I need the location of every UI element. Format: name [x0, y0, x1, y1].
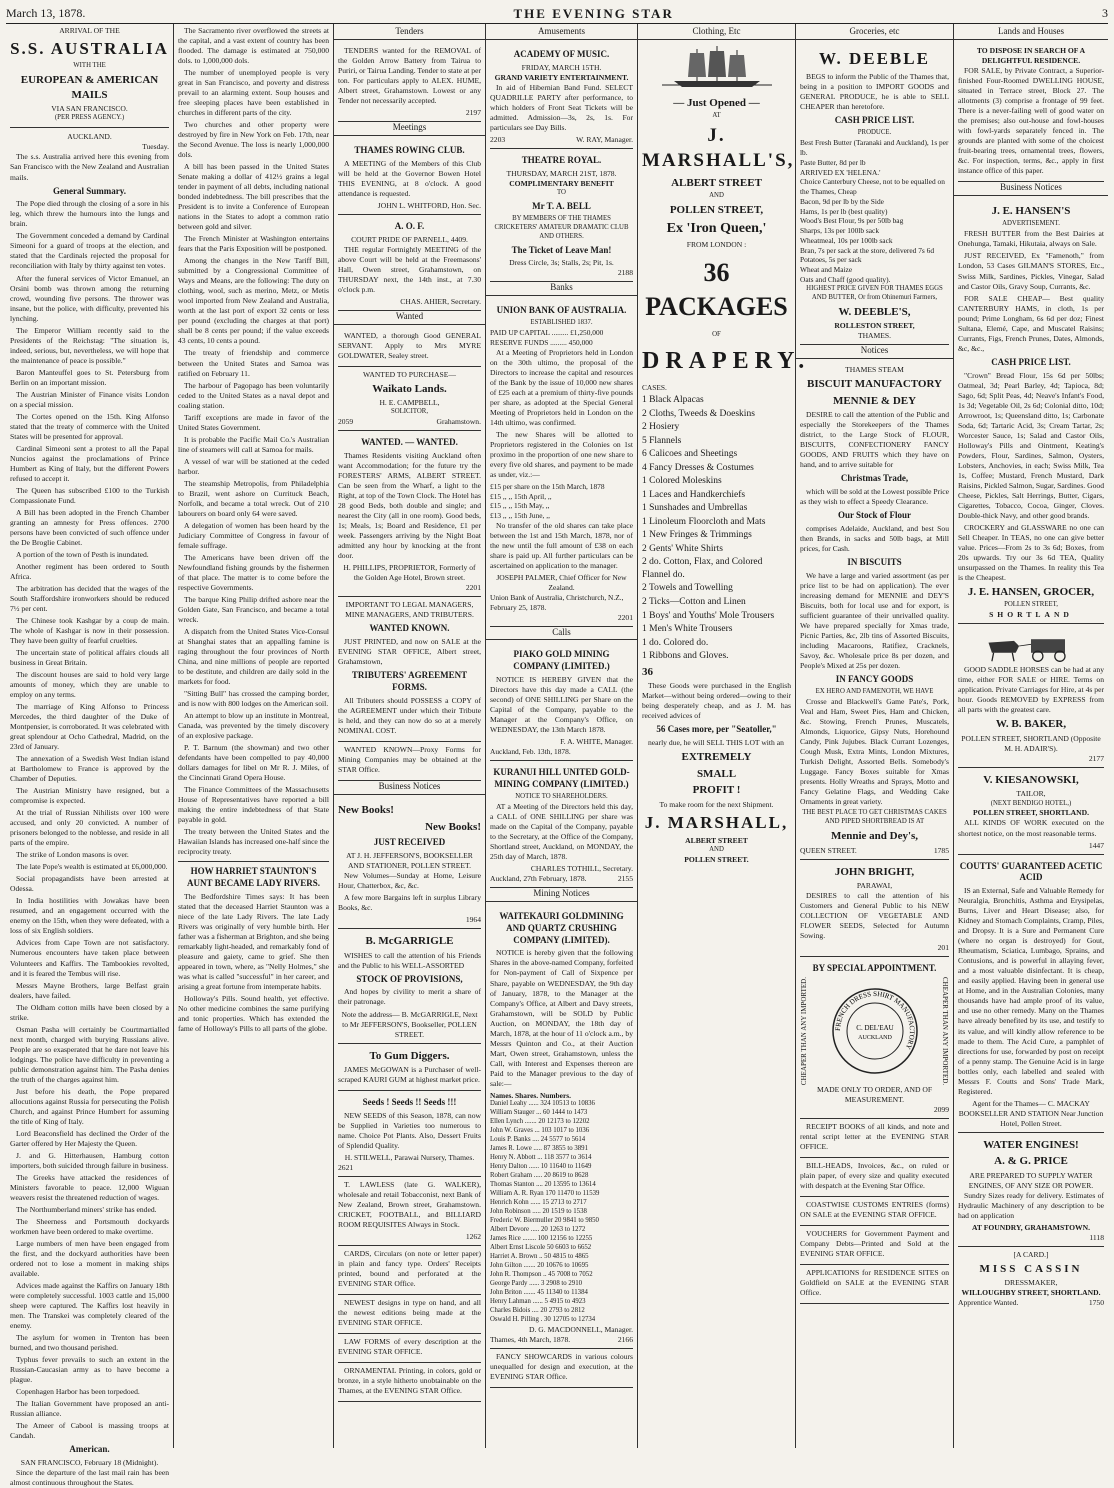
section-business-2: Business Notices [954, 182, 1108, 196]
payment-row: £13 ,, ,, 15th June, ,, [490, 511, 550, 521]
section-lands: Lands and Houses [954, 26, 1108, 40]
price-item: Bran, 7s per sack at the store, delivered 7s 6d [800, 245, 935, 255]
share-row: James Rice ........ 100 12156 to 12255 [490, 1234, 593, 1242]
mails-headline: EUROPEAN & AMERICAN MAILS [20, 74, 159, 101]
ad-mennie-dey: THAMES STEAM BISCUIT MANUFACTORY MENNIE & DEY DESIRE to call the attention of the Public and especially the Storekeepers of the Thames district, to the Large Stock of FLOUR, BISCUITS, CONFECTIONERY FANCY GOODS, AND FRUITS which they have on hand, and to arrive suitable for Christmas Trade, which will be sold at the Lowest possible Price as they wish to effect a Speedy Clearance. Our Stock of Flour comprises Adelaide, Auckland, and best Sou then Brands, in sacks and 50lb bags, at Mill prices, for Cash. IN BISCUITS We have a large and varied assortment (as per price list to be had on application). The ever increasing demand for MENNIE and DEY'S Biscuits, both for local use and for export, is sufficient guarantee of their unrivalled quality. We have prepared specially for Xmas trade, Picnic Parties, &c, 2lb tins of Assorted Biscuits, including Macaroons, Ratifiez, Cracknels, Savoy, &c. Wholesale price 8s per dozen, and People's Mixed at 25s per dozen. IN FANCY GOODS EX HERO AND FAMENOTH, WE HAVE Crosse and Blackwell's Game Pate's, Pork, Veal and Ham, Sweet Pies, Ham and Chicken, &c. Stowing, French Prunes, Muscatels, Almonds, Liquorice, Gipsy Nuts, Horehound Candy, Pink Jujubes. Black Currant Lozenges, Cough Musk, Extra Mints, London Mixtures, Turkish Delight, Assorted Bells. Somebody's Luggage. Fancy Boxes suitable for Xmas presents. Holly Wreaths and Sprays, Motto and Fancy Gelatine Flags, and Wedding Cake Ornaments in great variety. THE BEST PLACE TO GET CHRISTMAS CAKES AND PIPED SHORTBREAD IS AT Mennie and Dey's, QUEEN STREET. 1785 [800, 362, 949, 859]
american-dateline: SAN FRANCISCO, February 18 (Midnight). [20, 1458, 159, 1468]
share-row: John Robinson ..... 20 1519 to 1538 [490, 1208, 587, 1216]
news-paragraph: The Cortes opened on the 15th. King Alfonso stated that the treaty of commerce with the United States will be presented for approval. [10, 411, 169, 441]
column-lands [954, 24, 1108, 1448]
ad-waikato-lands: WANTED TO PURCHASE— Waikato Lands. H. E. CAMPBELL, SOLICITOR, 2059 Grahamstown. [338, 367, 481, 432]
american-heading: American. [69, 1444, 110, 1455]
price-item: Paste Butter, 8d per lb [800, 157, 866, 167]
ad-hansen: J. E. HANSEN'S ADVERTISEMENT. FRESH BUTTER from the Best Dairies at Onehunga, Tamaki, Hikutaia, always on Sale. JUST RECEIVED, Ex "Famenoth," from London, 53 Cases GILMAN'S STORES, Etc., Swiss Milk, Sardines, Pickles, Vinegar, Salad and Castor Oils, Gravy Soup, Currants, &c. FOR SALE CHEAP— Best quality CANTERBURY HAMS, in cloth, 1s per pound; Prime Longham, 6s 6d per doz; Finest Sultana, Elemé, Cape, and Muscatel Raisins; Currants, Figs, French Prunes, Dates, Almonds, &c, &c., CASH PRICE LIST. "Crown" Bread Flour, 15s 6d per 50lbs; Oatmeal, 3d; Pearl Barley, 4d; Tapioca, 8d; Sago, 6d; Split Peas, 4d; Neave's Infant's Food, 1s 3d; Vegetable Oil, 2s 6d; Colonial ditto, 10d; Arrowroot, 1s; Queensland ditto, 1s; Carbonate Soda, 6d; Tartaric Acid, 3s; Cream Tartar, 2s; Worcester Sauce, 1s; Salad and Castor Oils, Holloway's Pills and Ointment, Keating's Powders, Flour, Sardines, Salmon, Oysters, Lobsters, Anchovies, in each; Swiss Milk, Tea 1s, Coffee; Mustard, French Mustard, Dark Raisins, Pickled Salmon, Sugar, Sardines. Good Cheese, Pickles, Salt Herrings, Butter, Cigars, Cigarettes, Tobacco, Cocoa, Ginger, Cloves. Double-thick Navy, and other good brands. CROCKERY and GLASSWARE no one can Sell Cheaper. In TEAS, no one can give better value. Prices—From 2s to 3s 6d; Boxes, from 20s upwards. Try our 3s 6d TEA, Quality unsurpassed on the Thames. In reality this Tea is the Cheapest. J. E. HANSEN, GROCER, POLLEN STREET, SHORTLAND [958, 199, 1104, 624]
share-row: Henry Lahman ...... 5 4915 to 4923 [490, 1297, 586, 1305]
news-paragraph: The steamship Metropolis, from Philadelphia to Brazil, went ashore on Currituck Beach, Norfolk, and became a total wreck. Out of 210 labourers on board only 64 were saved. [178, 478, 329, 518]
case-item: 6 Calicoes and Sheetings [642, 449, 738, 460]
case-item: 1 do. Colored do. [642, 637, 709, 648]
share-row: William Stauger ... 60 1444 to 1473 [490, 1109, 588, 1117]
news-paragraphs [178, 26, 329, 857]
price-item: ARRIVED EX 'HELENA.' [800, 167, 881, 177]
bank-payment-schedule [490, 482, 633, 521]
case-item: 1 Boys' and Youths' Mole Trousers [642, 610, 775, 621]
side-text-right: CHEAPER THAN ANY IMPORTED. [941, 977, 949, 1086]
ad-shirt-manufactory: BY SPECIAL APPOINTMENT. CHEAPER THAN ANY IMPORTED. FRENCH DRESS SHIRT MANUFACTORY C. DEL'EAU AUCKLAND CHEAPER THAN ANY IMPORTED. MADE ONLY TO ORDER, AND OF MEASUREMENT. 2099 [800, 957, 949, 1119]
section-clothing: Clothing, Etc [638, 26, 795, 40]
section-amusements: Amusements [486, 26, 637, 40]
news-paragraph: The strike of London masons is over. [16, 850, 129, 860]
marshall-name: J. MARSHALL'S, [642, 125, 795, 172]
case-item: 2 do. Cotton, Flax, and Colored Flannel do. [642, 557, 763, 580]
price-item: Hams, 1s per lb (best quality) [800, 206, 888, 216]
issue-date: March 13, 1878. [6, 6, 86, 20]
case-item: 1 Laces and Handkerchiefs [642, 489, 746, 500]
news-paragraph: Advices made against the Kaffirs on January 18th were completely successful. 1003 cattle and 15,000 sheep were captured. The Kaffirs lost heavily in men. The Transkei was completely cleared of the enemy. [10, 1280, 169, 1331]
drapery-headline: DRAPERY. [642, 347, 811, 374]
news-paragraph: Osman Pasha will certainly be Courtmartialled next month, charged with burying Russians alive. People are so exasperated that he dare not leave his lodgings. The police have difficulty in preventing a public demonstration against him. The Pasha denies the truth of the charges against him. [10, 1024, 169, 1084]
ad-tenders: TENDERS wanted for the REMOVAL of the Golden Arrow Battery from Tairua to Puriri, or Tairua Landing. Tender to state at per ton. For particulars apply to ALEX. HUME, Albert street, Grahamstown. Lowest or any Tender not necessarily accepted. 2197 [338, 43, 481, 122]
story-heading: HOW HARRIET STAUNTON'S AUNT BECAME LADY RIVERS. [186, 866, 321, 889]
ad-showcards: FANCY SHOWCARDS in various colours unequalled for design and execution, at the EVENING STAR Office. [490, 1349, 633, 1388]
news-paragraph: The asylum for women in Trenton has been burned, and two thousand perished. [10, 1333, 169, 1353]
news-paragraph: Just before his death, the Pope prepared allocutions against Russia for persecuting the Polish Church, and against Prince Humbert for assuming the title of King of Italy. [10, 1086, 169, 1126]
ad-kiesanowski: V. KIESANOWSKI, TAILOR, (NEXT BENDIGO HOTEL,) POLLEN STREET, SHORTLAND. ALL KINDS OF WORK executed on the shortest notice, on the most reasonable terms. 1447 [958, 768, 1104, 855]
case-item: 2 Hosiery [642, 422, 680, 433]
ad-proxy-forms: WANTED KNOWN—Proxy Forms for Mining Companies may be obtained at the STAR Office. [338, 742, 481, 781]
case-item: 4 Fancy Dresses & Costumes [642, 462, 754, 473]
news-paragraph: Lord Beaconsfield has declined the Order of the Garter offered by Her Majesty the Queen. [10, 1128, 169, 1148]
column-news-1 [6, 24, 174, 1488]
case-item: 1 Sunshades and Umbrellas [642, 503, 748, 514]
news-paragraph: In India hostilities with Jowakas have been resumed, and an engagement occurred with the enemy on the 15th, when they were defeated, with a loss of six English soldiers. [10, 896, 169, 936]
news-paragraph: J. and G. Hitterhausen, Hamburg cotton importers, both suicided through failure in business. [10, 1150, 169, 1170]
deeble-price-list [800, 138, 949, 284]
news-paragraph: Among the changes in the New Tariff Bill, submitted by a Congressional Committee of Ways and Means, are the following: The duty on clothing, wool, such as merino, Metz, or Metis wool imported from New Zealand and Australia, worth at the last port of export 32 cents or less per pound (excluding the charges at that port) shall be 8 cents per pound; if the value exceeds 43 cents, 10 cents a pound. [178, 256, 329, 346]
american-paragraph: Since the departure of the last mail rain has been almost continuous throughout the States. [10, 1468, 169, 1488]
ad-newest-type: NEWEST designs in type on hand, and all the newest editions being made at the EVENING STAR OFFICE. [338, 1295, 481, 1334]
ad-foresters: A. O. F. COURT PRIDE OF PARNELL, 4409. THE regular Fortnightly MEETING of the above Court will be held at the Freemasons' Hall, Owen street, Grahamstown, on THURSDAY next, the 14th inst., at 7.30 o'clock p.m. CHAS. AHIER, Secretary. [338, 215, 481, 311]
seal-name: C. DEL'EAU [855, 1024, 894, 1033]
share-row: Oswald H. Pilling . 30 12705 to 12734 [490, 1315, 596, 1323]
column-groceries [796, 24, 954, 1448]
section-business: Business Notices [334, 781, 485, 795]
news-paragraph: A Bill has been adopted in the French Chamber granting an amnesty for Press offences. 2700 persons have been convicted of such offence under the De Broglie Cabinet. [10, 507, 169, 547]
share-row: Charles Bidois .... 20 2793 to 2812 [490, 1306, 585, 1314]
ad-piako: PIAKO GOLD MINING COMPANY (LIMITED.) NOTICE IS HEREBY GIVEN that the Directors have this day made a CALL (the second) of ONE SHILLING per Share on the Capital of the Company, payable to the Manager at the Company's Office, on WEDNESDAY, the 13th March 1878. F. A. WHITE, Manager. Auckland, Feb. 13th, 1878. [490, 643, 633, 761]
news-paragraph: The late Pope's wealth is estimated at £6,000,000. [16, 862, 168, 872]
via-line: VIA SAN FRANCISCO. [51, 104, 128, 114]
news-paragraph: The Austrian Ministry have resigned, but a compromise is expected. [10, 786, 169, 806]
share-row: John R. Thompson .. 45 7008 to 7052 [490, 1270, 593, 1278]
ad-vouchers: VOUCHERS for Government Payment and Company Debts—Printed and Sold at the EVENING STAR OFFICE. [800, 1226, 949, 1265]
news-paragraph: The treaty of friendship and commerce between the United States and Samoa was ratified on February 11. [178, 348, 329, 378]
price-item: Oats and Chaff (good quality). [800, 274, 891, 284]
ad-wanted-servant: WANTED, a thorough Good GENERAL SERVANT. Apply to Mrs MYRE GOLDWATER, Sealey street. [338, 328, 481, 367]
ad-foresters-arms: WANTED. — WANTED. Thames Residents visiting Auckland often want Accommodation; for the future try the FORESTERS' ARMS, ALBERT STREET. Can be seen from the Wharf, a light to the Right, at top of the Town Clock. The Hotel has 28 good Beds, both double and single; and nearest the City (all in one room). Good beds, 1s; Meals, 1s; Board and Residence, £1 per week. Passengers arriving by the Night Boat admitted any hour by knocking at the front door. H. PHILLIPS, PROPRIETOR, Formerly of the Golden Age Hotel, Brown street. 2201 [338, 431, 481, 597]
ad-waitekauri: WAITEKAURI GOLDMINING AND QUARTZ CRUSHING COMPANY (LIMITED). NOTICE is hereby given that the following Shares in the above-named Company, forfeited for Non-payment of Call of Sixpence per Share, payable on WEDNESDAY, the 9th day of January, 1878, to the Manager at the Company's Office, at Albert and Davy streets, Grahamstown, will be SOLD by Public Auction, on MONDAY, the 18th day of March, 1878, at the hour of 11 o'clock a.m., by Messrs Quinton and Co., at their Auction Mart, Owen street, Grahamstown, unless the Call, with Interest and Expenses thereon are Paid to the Manager previous to the day of sale:— Names. Shares. Numbers. Daniel Leahy ...... 324 10513 to 10836 William Stauger ... 60 1444 to 1473 Ellen Lynch ....... 20 12173 to 12202 John W. Graves ... 103 1017 to 1036 Louis P. Banks .... 24 5577 to 5614 James R. Lowe ..... 87 3855 to 3891 Henry N. Abbott ... 118 3577 to 3614 Henry Dalton ...... 10 11640 to 11649 Robert Graham ..... 20 8619 to 8628 Thomas Stanton .... 20 13595 to 13614 William A. R. Ryan 170 11470 to 11539 Henrich Kohn ...... 15 2713 to 2717 John Robinson ..... 20 1519 to 1538 Frederic W. Biermuller 20 9841 to 9850 Albert Devore ..... 20 1263 to 1272 James Rice ........ 100 12156 to 12255 Albert Ernst Liscole 50 6603 to 6652 Harriet A. Brown .. 50 4815 to 4865 John Gilton ....... 20 10676 to 10695 John R. Thompson .. 45 7008 to 7052 George Pardy ...... 3 2908 to 2910 John Briton ....... 45 11340 to 11384 Henry Lahman ...... 5 4915 to 4923 Charles Bidois .... 20 2793 to 2812 Oswald H. Pilling . 30 12705 to 12734 D. G. MACDONNELL, Manager. Thames, 4th March, 1878. 2166 [490, 905, 633, 1349]
page-number: 3 [1101, 6, 1108, 20]
news-paragraph: P. T. Barnum (the showman) and two other defendants have been compelled to pay 40,000 dollars damages for libel on Mr R. J. Miles, of the Cincinnati Grand Opera House. [178, 743, 329, 783]
price-item: Wood's Best Flour, 9s per 50lb bag [800, 216, 904, 226]
news-paragraph: The treaty between the United States and the Hawaiian Islands has increased one-half since the reciprocity treaty. [178, 827, 329, 857]
payment-row: £15 ,, ,, 15th April, ,, [490, 491, 552, 501]
news-paragraph: The Finance Committees of the Massachusetts House of Representatives have reported a bill making the entire indebtedness of that State payable in gold. [178, 785, 329, 825]
cases-list [642, 394, 791, 663]
section-tenders: Tenders [334, 26, 485, 40]
horse-carriage-illustration [971, 629, 1091, 663]
packages-headline: 36 PACKAGES [645, 258, 788, 322]
ad-new-books: New Books! New Books! JUST RECEIVED AT J. H. JEFFERSON'S, BOOKSELLER AND STATIONER, POLLEN STREET. New Volumes—Sunday at Home, Leisure Hour, Chatterbox, &c, &c. A few more Bargains left in surplus Library Books, &c. 1964 [338, 798, 481, 929]
news-paragraph: The Government conceded a demand by Cardinal Simeoni for a guard of troops at the election, and stated that the Cardinals rejected the proposal for reconciliation with Italy by thirty against ten votes. [10, 231, 169, 271]
ship-headline: S.S. AUSTRALIA [10, 39, 169, 59]
share-row: Henrich Kohn ...... 15 2713 to 2717 [490, 1199, 587, 1207]
ad-tributers: IMPORTANT TO LEGAL MANAGERS, MINE MANAGERS, AND TRIBUTERS. WANTED KNOWN. JUST PRINTED, and now on SALE at the EVENING STAR OFFICE, Albert street, Grahamstown, TRIBUTERS' AGREEMENT FORMS. All Tributers should POSSESS a COPY of the AGREEMENT under which their Tribute is held, and they can now do so at a merely NOMINAL COST. [338, 597, 481, 742]
news-paragraph: The Ameer of Cabool is massing troops at Candah. [10, 1421, 169, 1441]
share-row: John Gilton ....... 20 10676 to 10695 [490, 1261, 589, 1269]
section-wanted: Wanted [334, 311, 485, 325]
seal-place: AUCKLAND [857, 1035, 892, 1042]
share-row: George Pardy ...... 3 2908 to 2910 [490, 1279, 583, 1287]
ad-lawless: T. LAWLESS (late G. WALKER), wholesale and retail Tobacconist, next Bank of New Zealand, Brown street, Grahamstown. CRICKET, FOOTBALL, and BILLIARD ROOM REQUISITES Always in Stock. 1262 [338, 1177, 481, 1246]
share-row: John Briton ....... 45 11340 to 11384 [490, 1288, 588, 1296]
ad-house-for-sale: TO DISPOSE IN SEARCH OF A DELIGHTFUL RESIDENCE. FOR SALE, by Private Contract, a Superior-finished Four-Roomed DWELLING HOUSE, situated in Terrace street, Block 27. The allotments (3) comprise a frontage of 99 feet. There is a never-failing well of good water on the premises; also out-house and fowl-houses with fowl-yards separately fenced in. The grounds are planted with some of the choicest fruit-bearing trees, ornamental trees, flowers, &c. For inspection, terms, &c., apply in first instance office of this paper. [958, 43, 1104, 182]
shirt-manufactory-seal [830, 986, 920, 1076]
with-the: WITH THE [73, 62, 106, 70]
news-paragraph: The Americans have been driven off the Newfoundland fishing grounds by the fishermen of that place. The matter is to come before the respective Governments. [178, 552, 329, 592]
just-opened: — Just Opened — [673, 96, 760, 109]
news-paragraph: A delegation of women has been heard by the Judiciary Committee of Congress in favour of female suffrage. [178, 520, 329, 550]
ad-baker: GOOD SADDLE HORSES can be had at any time, either FOR SALE or HIRE. Terms on application. Private Carriages for Hire, at 4s per hour. Goods REMOVED by EXPRESS from all parts with the greatest care. W. B. BAKER, POLLEN STREET, SHORTLAND (Opposite M. H. ADAIR'S). 2177 [958, 624, 1104, 768]
news-paragraph: Two churches and other property were destroyed by fire in New York on Feb. 17th, near the Second Avenue. The loss is nearly 1,000,000 dols. [178, 120, 329, 160]
share-row: Albert Ernst Liscole 50 6603 to 6652 [490, 1243, 592, 1251]
case-item: 1 New Fringes & Trimmings [642, 530, 752, 541]
case-item: 2 Towels and Towelling [642, 583, 733, 594]
case-item: 1 Ribbons and Gloves. [642, 651, 729, 662]
column-clothing: Clothing, Etc — Just Opened — AT J. MARSHALL'S, ALBERT STREET AND POLLEN STREET, Ex 'Iron Queen,' FROM LONDON : 36 PACKAGES OF DRAPERY. CASES. 1 Black Alpacas 2 Cloths, Tweeds & Doeskins 2 Hosiery 5 Flannels 6 Calicoes and Sheetings 4 Fancy Dresses & Costumes 1 Colored Moleskins 1 Laces and Handkerchiefs 1 Sunshades and Umbrellas 1 Linoleum Floorcloth and Mats 1 New Fringes & Trimmings 2 Gents' White Shirts 2 do. Cotton, Flax, and Colored Flannel do. 2 Towels and Towelling 2 Ticks—Cotton and Linen 1 Boys' and Youths' Mole Trousers 1 Men's White Trousers 1 do. Colored do. 1 Ribbons and Gloves. 36 These Goods were purchased in the English Market—without being ordered—owing to their being desperately cheap, and as J. M. has received advices of 56 Cases more, per "Seatoller," nearly due, he will SELL THIS LOT with an EXTREMELY SMALL PROFIT ! To make room for the next Shipment. J. MARSHALL, ALBERT STREET AND POLLEN STREET. [638, 24, 796, 1448]
news-paragraph: The harbour of Pagopago has been voluntarily ceded to the United States as a naval depot and coaling station. [178, 380, 329, 410]
news-paragraph: The marriage of King Alfonso to Princess Mercedes, the third daughter of the Duke of Montpensier, is corroborated. It was celebrated with great splendour at Ocho Cathedral, Madrid, on the 23rd of January. [10, 702, 169, 752]
ad-kuranui: KURANUI HILL UNITED GOLD-MINING COMPANY (LIMITED.) NOTICE TO SHAREHOLDERS. AT a Meeting of the Directors held this day, a CALL of ONE SHILLING per share was made on the Capital of the Company, payable to the Secretary, at the Office of the Company, Shortland street, Auckland, on MONDAY, the 25th day of March, 1878. CHARLES TOTHILL, Secretary. Auckland, 27th February, 1878. 2155 [490, 761, 633, 888]
dateline-place: AUCKLAND. [67, 132, 112, 142]
news-paragraph: The Greeks have attacked the residences of Ministers favorable to peace. 12,000 Wiguan weavers resist the threatened reduction of wages. [10, 1172, 169, 1202]
ad-seeds: Seeds ! Seeds !! Seeds !!! NEW SEEDS of this Season, 1878, can now be Supplied in Varieties too numerous to name. Choice Pot Plants. Also, Dessert Fruits of Splendid Quality. H. STILWELL, Parawai Nursery, Thames. 2621 [338, 1091, 481, 1177]
price-item: Wheatmeal, 10s per 100lb sack [800, 235, 893, 245]
news-paragraph: The Queen has subscribed £100 to the Turkish Compassionate Fund. [10, 485, 169, 505]
share-row: Daniel Leahy ...... 324 10513 to 10836 [490, 1100, 595, 1108]
news-paragraph: The Pope died through the closing of a sore in his leg, which threw the humours into the lungs and brain. [10, 199, 169, 229]
ad-union-bank: UNION BANK OF AUSTRALIA. ESTABLISHED 1837. PAID UP CAPITAL ......... £1,250,000 RESERVE FUNDS ......... 450,000 At a Meeting of Proprietors held in London on the 30th ultimo, the proposal of the Directors to increase the capital and resources of the Bank by the issue of 10,000 new shares of £25 each at a premium of thirty-five pounds per share, as adopted at the Special General Meeting of Proprietors held in London on the 14th ultimo, was confirmed. The new Shares will be allotted to Proprietors registered in the Colonies on 1st proximo in the proportion of one new share to every five old shares, and payment to be made as under, viz.:— £15 per share on the 15th March, 1878 £15 ,, ,, 15th April, ,, £15 ,, ,, 15th May, ,, £13 ,, ,, 15th June, ,, No transfer of the old shares can take place between the 1st and 15th March, 1878, nor of the new until the full amount of £38 on each share is paid up. All further particulars can be ascertained on application to the manager. JOSEPH PALMER, Chief Officer for New Zealand. Union Bank of Australia, Christchurch, N.Z., February 25, 1878. 2201 [490, 299, 633, 626]
price-item: Choice Canterbury Cheese, not to be equalled on the Thames, Cheap [800, 177, 945, 197]
section-calls: Calls [486, 627, 637, 641]
news-paragraph: The arbitration has decided that the wages of the South Staffordshire ironworkers should be reduced 7½ per cent. [10, 583, 169, 613]
news-paragraph: A dispatch from the United States Vice-Consul at Shanghai states that an appalling famine is raging throughout the four provinces of North China, and nine millions of people are reported to be destitute, and children are daily sold in the markets for food. [178, 626, 329, 686]
svg-text:FRENCH DRESS SHIRT MANUFACTORY [833, 990, 915, 1051]
ad-theatre: THEATRE ROYAL. THURSDAY, MARCH 21ST, 1878. COMPLIMENTARY BENEFIT TO Mr T. A. BELL BY MEMBERS OF THE THAMES CRICKETERS' AMATEUR DRAMATIC CLUB AND OTHERS. The Ticket of Leave Man! Dress Circle, 3s; Stalls, 2s; Pit, 1s. 2188 [490, 149, 633, 283]
share-row: Robert Graham ..... 20 8619 to 8628 [490, 1172, 589, 1180]
ad-academy: ACADEMY OF MUSIC. FRIDAY, MARCH 15TH. GRAND VARIETY ENTERTAINMENT. In aid of Hibernian Band Fund. SELECT QUADRILLE PARTY after performance, to which holders of Front Seat Tickets will be admitted. Admission—3s, 2s, 1s. For particulars see Day Bills. 2203 W. RAY, Manager. [490, 43, 633, 149]
ad-receipt-books: RECEIPT BOOKS of all kinds, and note and rental script letter at the EVENING STAR OFFICE. [800, 1119, 949, 1158]
news-paragraph: Cardinal Simeoni sent a protest to all the Papal Nuncios against the proclamations of Prince Humbert as King of Italy, but the different Powers refused to accept it. [10, 443, 169, 483]
news-paragraph: The Chinese took Kashgar by a coup de main. The whole of Kashgar is now in their possession. They have been guilty of fearful cruelties. [10, 616, 169, 646]
news-paragraph: Tariff exceptions are made in favor of the United States Government. [178, 412, 329, 432]
share-row: Harriet A. Brown .. 50 4815 to 4865 [490, 1252, 589, 1260]
news-paragraph: The Austrian Minister of Finance visits London on a special mission. [10, 389, 169, 409]
news-paragraph: Messrs Mayne Brothers, large Belfast grain dealers, have failed. [10, 980, 169, 1000]
share-row: Albert Devore ..... 20 1263 to 1272 [490, 1226, 586, 1233]
story-paragraph: Holloway's Pills. Sound health, yet effective. No other medicine combines the same purifying and tonic properties. Which has extended the fame of Holloway's Pills to all parts of the globe. [178, 994, 329, 1034]
price-item: Sharps, 13s per 100lb sack [800, 226, 880, 236]
share-row: William A. R. Ryan 170 11470 to 11539 [490, 1190, 600, 1198]
news-paragraph: Copenhagen Harbor has been torpedoed. [16, 1387, 140, 1397]
news-paragraph: "Sitting Bull" has crossed the camping border, and is now with 800 lodges on the American soil. [178, 688, 329, 708]
case-item: 1 Linoleum Floorcloth and Mats [642, 516, 766, 527]
column-news-2 [174, 24, 334, 1448]
section-banks: Banks [486, 282, 637, 296]
section-mining: Mining Notices [486, 888, 637, 902]
news-paragraph: Advices from Cape Town are not satisfactory. Numerous encounters have taken place between Volunteers and Kaffirs. The Tambookies revolted, and it is feared the Tembus will rise. [10, 938, 169, 978]
ad-customs: COASTWISE CUSTOMS ENTRIES (forms) ON SALE at the EVENING STAR OFFICE. [800, 1197, 949, 1226]
payment-row: £15 per share on the 15th March, 1878 [490, 481, 605, 491]
ad-billheads: BILL-HEADS, Invoices, &c., on ruled or plain paper, of every size and quality executed with despatch at the Evening Star Office. [800, 1158, 949, 1197]
share-row: John W. Graves ... 103 1017 to 1036 [490, 1127, 590, 1135]
news-paragraph: The Oldham cotton mills have been closed by a strike. [10, 1002, 169, 1022]
price-item: Best Fresh Butter (Taranaki and Auckland), 1s per lb. [800, 138, 949, 157]
news-paragraph: Typhus fever prevails to such an extent in the Russian-Caucasian army as to have become a plague. [10, 1355, 169, 1385]
share-row: James R. Lowe ..... 87 3855 to 3891 [490, 1145, 588, 1153]
ad-rowing-club: THAMES ROWING CLUB. A MEETING of the Members of this Club will be held at the Governor Bowen Hotel THIS EVENING, at 8 o'clock. A good attendance is requested. JOHN L. WHITFORD, Hon. Sec. [338, 139, 481, 215]
news-paragraph: A vessel of war will be stationed at the ceded harbor. [178, 456, 329, 476]
case-item: 2 Ticks—Cotton and Linen [642, 597, 746, 607]
news-paragraph: Baron Manteuffel goes to St. Petersburg from Berlin on an important mission. [10, 367, 169, 387]
ship-iron-queen: Ex 'Iron Queen,' [666, 220, 767, 236]
news-paragraph: It is probable the Pacific Mail Co.'s Australian line of steamers will call at Samoa for mails. [178, 434, 329, 454]
case-item: 1 Colored Moleskins [642, 476, 722, 487]
seal-ring-text: FRENCH DRESS SHIRT MANUFACTORY [833, 990, 916, 1051]
ad-gum-diggers: To Gum Diggers. JAMES McGOWAN is a Purchaser of well-scraped KAURI GUM at highest market price. [338, 1044, 481, 1092]
news-paragraph: After the funeral services of Victor Emanuel, an Orsini bomb was thrown among the returning crowd, wounding five persons. The thrower was insane, but the police, with difficulty, prevented his lynching. [10, 273, 169, 323]
ad-law-forms: LAW FORMS of every description at the EVENING STAR OFFICE. [338, 1334, 481, 1363]
summary-heading: General Summary. [53, 185, 126, 196]
news-paragraph: The Northumberland miners' strike has ended. [16, 1204, 157, 1214]
ad-applications: APPLICATIONS for RESIDENCE SITES on Goldfield on SALE at the EVENING STAR Office. [800, 1265, 949, 1304]
column-tenders [334, 24, 486, 1448]
news-paragraph: A bill has been passed in the United States Senate making a dollar of 412½ grains a legal tender in payment of all debts, including national bonded indebtedness. The bill prescribes that the President is to invite a Conference of European nations in the States to adopt a common ratio between gold and silver. [178, 162, 329, 232]
news-paragraph: The Sheerness and Portsmouth dockyards workmen have been ordered to make overtime. [10, 1216, 169, 1236]
news-paragraph: The Emperor William recently said to the Presidents of the Reichstag: "The situation is, indeed, serious, but, nevertheless, we will hope that the maintenance of peace is possible." [10, 325, 169, 365]
price-item: Potatoes, 5s per sack [800, 255, 862, 265]
news-paragraph: The barque King Philip drifted ashore near the Golden Gate, San Francisco, and became a total wreck. [178, 594, 329, 624]
arrival-kicker: ARRIVAL OF THE [59, 26, 120, 35]
case-item: 5 Flannels [642, 435, 682, 446]
news-paragraph: The French Minister at Washington entertains fears that the Paris Exposition will be postponed. [178, 234, 329, 254]
share-row: Henry N. Abbott ... 118 3577 to 3614 [490, 1154, 592, 1162]
story-paragraph: The Bedfordshire Times says: It has been stated that the deceased Harriet Staunton was a niece of the late Lady Rivers. The late Lady Rivers was originally of very humble birth. Her father was a fisherman at Brighton, and she being remarkably light-headed, and remarkably fond of pleasure and gaiety, came to grief. She then appeared in town, where, as "Nelly Holmes," she was what is called "successful" in her career, and arising a great fortune from intemperate habits. [178, 891, 329, 992]
news-paragraph: The Sacramento river overflowed the streets at the capital, and a vast extent of country has been flooded. The damage is estimated at 750,000 dols. to 1,000,000 dols. [178, 26, 329, 66]
price-item: Bacon, 9d per lb by the Side [800, 196, 884, 206]
ad-cards: CARDS, Circulars (on note or letter paper) in plain and fancy type. Orders' Receipts printed, bound and perforated at the EVENING STAR Office. [338, 1246, 481, 1295]
section-notices: Notices [796, 345, 953, 359]
case-item: 2 Cloths, Tweeds & Doeskins [642, 408, 755, 419]
summary-paragraphs [10, 199, 169, 1441]
ad-miss-cassin: [A CARD.] MISS CASSIN DRESSMAKER, WILLOUGHBY STREET, SHORTLAND. Apprentice Wanted. 1750 [958, 1249, 1104, 1308]
forfeited-shares-table [490, 1100, 633, 1324]
news-paragraph: A portion of the town of Pesth is inundated. [16, 549, 149, 559]
sailing-ship-illustration [652, 43, 782, 93]
column-amusements [486, 24, 638, 1448]
intro-paragraph: The s.s. Australia arrived here this evening from San Francisco with the New Zealand and Australian mails. [10, 152, 169, 182]
section-meetings: Meetings [334, 122, 485, 136]
share-row: Louis P. Banks .... 24 5577 to 5614 [490, 1136, 586, 1144]
news-paragraph: Large numbers of men have been engaged from the first, and the dockyard authorities have been ordered not to lose a moment in making ships available. [10, 1238, 169, 1278]
ad-ornamental: ORNAMENTAL Printing, in colors, gold or bronze, in a style hitherto unobtainable on the Thames, at the EVENING STAR Office. [338, 1363, 481, 1402]
case-item: 1 Black Alpacas [642, 395, 704, 406]
masthead [6, 4, 1108, 24]
dateline-day: Tuesday. [142, 142, 169, 152]
ad-john-bright: JOHN BRIGHT, PARAWAI, DESIRES to call the attention of his Customers and General Public to his NEW COLLECTION OF VEGETABLE AND FLOWER SEEDS, Selected for Autumn Sowing. 201 [800, 860, 949, 958]
case-item: 1 Men's White Trousers [642, 624, 733, 635]
case-item: 2 Gents' White Shirts [642, 543, 723, 554]
news-paragraph: At the trial of Russian Nihilists over 100 were accused, and only 20 convicted. A number of prisoners belonged to the noblesse, and reside in all parts of the empire. [10, 808, 169, 848]
ad-coutts: COUTTS' GUARANTEED ACETIC ACID IS an External, Safe and Valuable Remedy for Neuralgia, Bronchitis, Asthma and Erysipelas, Burns, Liver and Heart Disease; also, for Kidney and Stomach Complaints, Cramp, Piles, and Dropsy. It is a Sure and Permanent Cure (where no organ is destroyed) for Gout, Rheumatism, Sciatica, Lumbago, Sprains, and Contusions, and is powerful in allaying fever, and a most valuable disinfectant. It is cheap, and easily applied. Having been in general use at Home, and in the Australian Colonies, many thousands have had ample proof of its value, and use no other remedy. Many on the Thames have already benefited by its use, and testify to its value, and will kindly allow reference to be made to them. The Acid Cure, a pamphlet of directions for use, forwarded by post on receipt of a penny stamp. The Genuine Acid is in large bottles only, each labelled and sealed with Messrs F. Coutts and Sons' Trade Mark, Registered. Agent for the Thames— C. MACKAY BOOKSELLER AND STATION Near Junction Hotel, Pollen Street. [958, 855, 1104, 1133]
ad-water-engines: WATER ENGINES! A. & G. PRICE ARE PREPARED TO SUPPLY WATER ENGINES, OF ANY SIZE OR POWER. Sundry Sizes ready for delivery. Estimates of Hydraulic Machinery of any description to be had on application AT FOUNDRY, GRAHAMSTOWN. 1118 [958, 1133, 1104, 1247]
ad-mcgarrigle: B. McGARRIGLE WISHES to call the attention of his Friends and the Public to his WELL-ASSORTED STOCK OF PROVISIONS, And hopes by civility to merit a share of their patronage. Note the address— B. McGARRIGLE, Next to Mr JEFFERSON'S, Bookseller, POLLEN STREET. [338, 929, 481, 1044]
share-row: Henry Dalton ...... 10 11640 to 11649 [490, 1163, 592, 1171]
news-paragraph: The discount houses are said to hold very large amounts of money, which they are unable to employ on any terms. [10, 670, 169, 700]
news-paragraph: Another regiment has been ordered to South Africa. [10, 561, 169, 581]
story-paragraphs [178, 892, 329, 1034]
news-paragraph: The annexation of a Swedish West Indian island at Bartholomew to France is approved by the Chamber of Deputies. [10, 754, 169, 784]
share-row: Ellen Lynch ....... 20 12173 to 12202 [490, 1118, 590, 1126]
ad-deeble: W. DEEBLE BEGS to inform the Public of the Thames that, being in a position to IMPORT GOODS and GENERAL PRODUCE, he is able to SELL CHEAPER than heretofore. CASH PRICE LIST. PRODUCE. Best Fresh Butter (Taranaki and Auckland), 1s per lb. Paste Butter, 8d per lb ARRIVED EX 'HELENA.' Choice Canterbury Cheese, not to be equalled on the Thames, Cheap Bacon, 9d per lb by the Side Hams, 1s per lb (best quality) Wood's Best Flour, 9s per 50lb bag Sharps, 13s per 100lb sack Wheatmeal, 10s per 100lb sack Bran, 7s per sack at the store, delivered 7s 6d Potatoes, 5s per sack Wheat and Maize Oats and Chaff (good quality). HIGHEST PRICE GIVEN FOR THAMES EGGS AND BUTTER, Or from Ohinemuri Farmers, W. DEEBLE'S, ROLLESTON STREET, THAMES. [800, 43, 949, 345]
share-row: Frederic W. Biermuller 20 9841 to 9850 [490, 1217, 599, 1225]
payment-row: £15 ,, ,, 15th May, ,, [490, 501, 550, 511]
share-row: Thomas Stanton .... 20 13595 to 13614 [490, 1181, 596, 1189]
news-paragraph: The Italian Government have proposed an anti-Russian alliance. [10, 1399, 169, 1419]
news-paragraph: The number of unemployed people is very great in San Francisco, and poverty and distress prevail to an alarming extent. Soup houses and free sleeping places have been established in churches in different parts of the city. [178, 68, 329, 118]
price-item: Wheat and Maize [800, 265, 853, 275]
section-groceries: Groceries, etc [796, 26, 953, 40]
news-paragraph: An attempt to blow up an institute in Montreal, Canada, was prevented by the timely discovery of an explosive package. [178, 711, 329, 741]
newspaper-title: THE EVENING STAR [513, 5, 674, 21]
agency-line: (PER PRESS AGENCY.) [54, 114, 125, 122]
side-text-left: CHEAPER THAN ANY IMPORTED. [800, 977, 808, 1086]
news-paragraph: Social propagandists have been arrested at Odessa. [10, 874, 169, 894]
news-paragraph: The uncertain state of political affairs clouds all business in Great Britain. [10, 648, 169, 668]
